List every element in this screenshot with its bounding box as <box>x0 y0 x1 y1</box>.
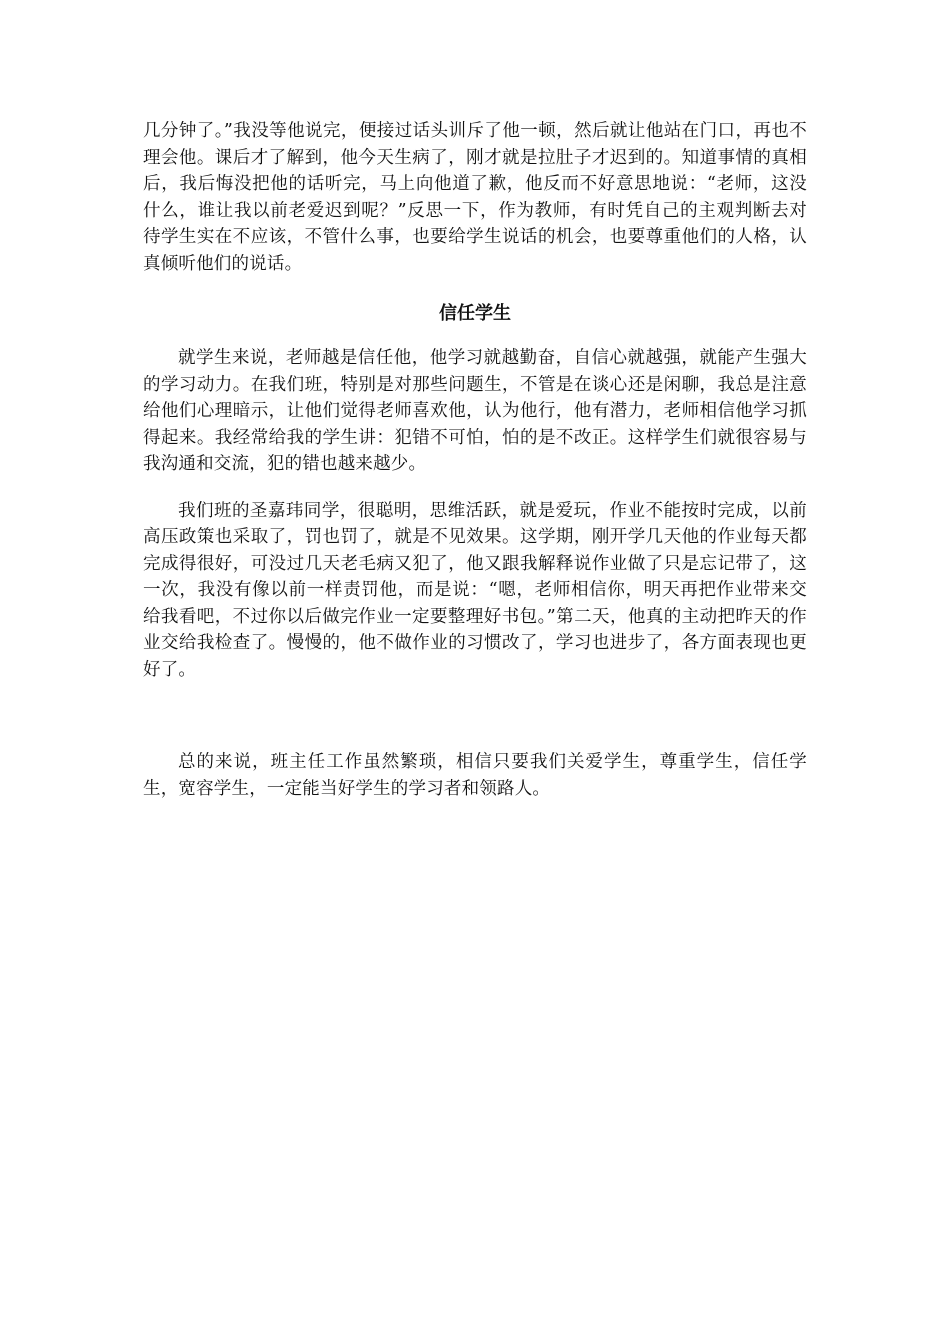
section-heading: 信任学生 <box>439 303 511 324</box>
paragraph-trust-students: 就学生来说，老师越是信任他，他学习就越勤奋，自信心就越强，就能产生强大的学习动力。在我们班，特别是对那些问题生，不管是在谈心还是闲聊，我总是注意给他们心理暗示，让他们觉得老师喜欢他，认为他行，他有潜力，老师相信他学习抓得起来。我经常给我的学生讲：犯错不可怕，怕的是不改正。这样学生们就很容易与我沟通和交流，犯的错也越来越少。 <box>143 348 807 474</box>
document-content <box>143 118 807 802</box>
paragraph-spacer <box>143 478 807 498</box>
paragraph-conclusion: 总的来说，班主任工作虽然繁琐，相信只要我们关爱学生，尊重学生，信任学生，宽容学生，一定能当好学生的学习者和领路人。 <box>143 752 807 799</box>
blank-spacer <box>143 683 807 749</box>
paragraph-continued: 几分钟了。”我没等他说完，便接过话头训斥了他一顿，然后就让他站在门口，再也不理会他。课后才了解到，他今天生病了，刚才就是拉肚子才迟到的。知道事情的真相后，我后悔没把他的话听完，马上向他道了歉，他反而不好意思地说：“老师，这没什么，谁让我以前老爱迟到呢？”反思一下，作为教师，有时凭自己的主观判断去对待学生实在不应该，不管什么事，也要给学生说话的机会，也要尊重他们的人格，认真倾听他们的说话。 <box>143 121 807 274</box>
paragraph-student-example: 我们班的圣嘉玮同学，很聪明，思维活跃，就是爱玩，作业不能按时完成，以前高压政策也采取了，罚也罚了，就是不见效果。这学期，刚开学几天他的作业每天都完成得很好，可没过几天老毛病又犯了，他又跟我解释说作业做了只是忘记带了，这一次，我没有像以前一样责罚他，而是说：“嗯，老师相信你，明天再把作业带来交给我看吧，不过你以后做完作业一定要整理好书包。”第二天，他真的主动把昨天的作业交给我检查了。慢慢的，他不做作业的习惯改了，学习也进步了，各方面表现也更好了。 <box>143 500 807 680</box>
